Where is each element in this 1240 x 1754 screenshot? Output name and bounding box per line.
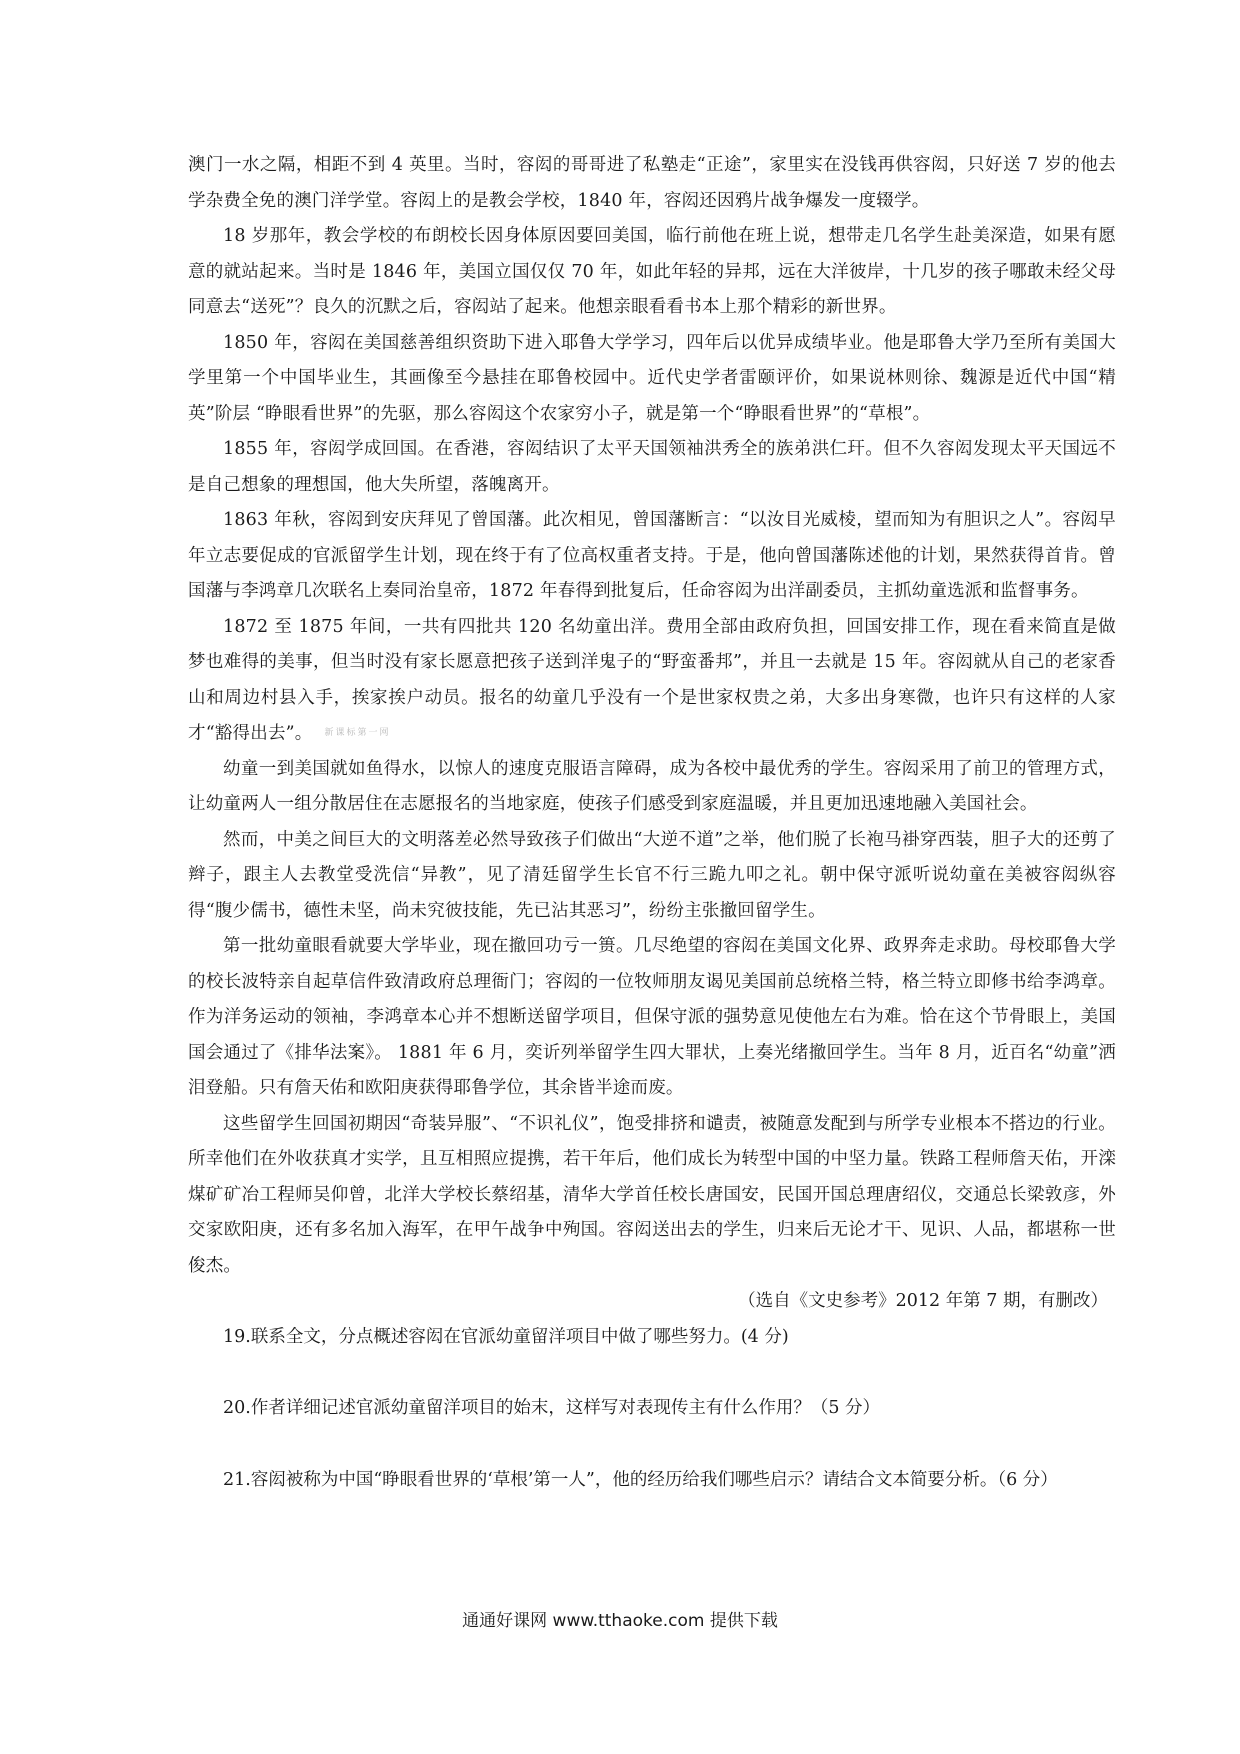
question-21: 21.容闳被称为中国“睁眼看世界的‘草根’第一人”，他的经历给我们哪些启示？请结合文本简要分析。（6 分）	[223, 1469, 1058, 1490]
paragraph-6-wrapper	[188, 610, 1116, 752]
paragraph-8: 然而，中美之间巨大的文明落差必然导致孩子们做出“大逆不道”之举，他们脱了长袍马褂穿西装，胆子大的还剪了辫子，跟主人去教堂受洗信“异教”，见了清廷留学生长官不行三跪九叩之礼。朝中保守派听说幼童在美被容闳纵容得“腹少儒书，德性未坚，尚未究彼技能，先已沾其恶习”，纷纷主张撤回留学生。	[188, 829, 1116, 921]
paragraph-1: 澳门一水之隔，相距不到 4 英里。当时，容闳的哥哥进了私塾走“正途”，家里实在没钱再供容闳，只好送 7 岁的他去学杂费全免的澳门洋学堂。容闳上的是教会学校，1840 年，容闳还因鸦片战争爆发一度辍学。	[188, 155, 1116, 211]
paragraph-5: 1863 年秋，容闳到安庆拜见了曾国藩。此次相见，曾国藩断言：“以汝目光威棱，望而知为有胆识之人”。容闳早年立志要促成的官派留学生计划，现在终于有了位高权重者支持。于是，他向曾国藩陈述他的计划，果然获得首肯。曾国藩与李鸿章几次联名上奏同治皇帝，1872 年春得到批复后，任命容闳为出洋副委员，主抓幼童选派和监督事务。	[188, 510, 1116, 601]
paragraph-2: 18 岁那年，教会学校的布朗校长因身体原因要回美国，临行前他在班上说，想带走几名学生赴美深造，如果有愿意的就站起来。当时是 1846 年，美国立国仅仅 70 年，如此年轻的异邦，远在大洋彼岸，十几岁的孩子哪敢未经父母同意去“送死”？良久的沉默之后，容闳站了起来。他想亲眼看看书本上那个精彩的新世界。	[188, 226, 1116, 317]
watermark-text: 新课标第一网	[324, 728, 391, 738]
question-20: 20.作者详细记述官派幼童留洋项目的始末，这样写对表现传主有什么作用？（5 分）	[223, 1398, 881, 1419]
source-citation: （选自《文史参考》2012 年第 7 期，有删改）	[738, 1291, 1108, 1312]
paragraph-7: 幼童一到美国就如鱼得水，以惊人的速度克服语言障碍，成为各校中最优秀的学生。容闳采用了前卫的管理方式，让幼童两人一组分散居住在志愿报名的当地家庭，使孩子们感受到家庭温暖，并且更加迅速地融入美国社会。	[188, 758, 1116, 815]
paragraph-6: 1872 至 1875 年间，一共有四批共 120 名幼童出洋。费用全部由政府负担，回国安排工作，现在看来简直是做梦也难得的美事，但当时没有家长愿意把孩子送到洋鬼子的“野蛮番邦”，并且一去就是 15 年。容闳就从自己的老家香山和周边村县入手，挨家挨户动员。报名的幼童几乎没有一个是世家权贵之弟，大多出身寒微，也许只有这样的人家才“豁得出去”。	[188, 616, 1116, 744]
document-body	[188, 148, 1116, 1498]
paragraph-9: 第一批幼童眼看就要大学毕业，现在撤回功亏一篑。几尽绝望的容闳在美国文化界、政界奔走求助。母校耶鲁大学的校长波特亲自起草信件致清政府总理衙门；容闳的一位牧师朋友谒见美国前总统格兰特，格兰特立即修书给李鸿章。作为洋务运动的领袖，李鸿章本心并不想断送留学项目，但保守派的强势意见使他左右为难。恰在这个节骨眼上，美国国会通过了《排华法案》。 1881 年 6 月，奕䜣列举留学生四大罪状，上奏光绪撤回学生。当年 8 月，近百名“幼童”洒泪登船。只有詹天佑和欧阳庚获得耶鲁学位，其余皆半途而废。	[188, 936, 1116, 1099]
paragraph-10: 这些留学生回国初期因“奇装异服”、“不识礼仪”，饱受排挤和谴责，被随意发配到与所学专业根本不搭边的行业。所幸他们在外收获真才实学，且互相照应提携，若干年后，他们成长为转型中国的中坚力量。铁路工程师詹天佑，开滦煤矿矿冶工程师吴仰曾，北洋大学校长蔡绍基，清华大学首任校长唐国安，民国开国总理唐绍仪，交通总长梁敦彦，外交家欧阳庚，还有多名加入海军，在甲午战争中殉国。容闳送出去的学生，归来后无论才干、见识、人品，都堪称一世俊杰。	[188, 1113, 1116, 1276]
question-19: 19.联系全文，分点概述容闳在官派幼童留洋项目中做了哪些努力。(4 分)	[223, 1326, 789, 1347]
page-footer: 通通好课网 www.tthaoke.com 提供下载	[462, 1611, 778, 1631]
paragraph-4: 1855 年，容闳学成回国。在香港，容闳结识了太平天国领袖洪秀全的族弟洪仁玕。但不久容闳发现太平天国远不是自己想象的理想国，他大失所望，落魄离开。	[188, 439, 1116, 495]
paragraph-3: 1850 年，容闳在美国慈善组织资助下进入耶鲁大学学习，四年后以优异成绩毕业。他是耶鲁大学乃至所有美国大学里第一个中国毕业生，其画像至今悬挂在耶鲁校园中。近代史学者雷颐评价，如果说林则徐、魏源是近代中国“精英”阶层 “睁眼看世界”的先驱，那么容闳这个农家穷小子，就是第一个“睁眼看世界”的“草根”。	[188, 332, 1116, 424]
